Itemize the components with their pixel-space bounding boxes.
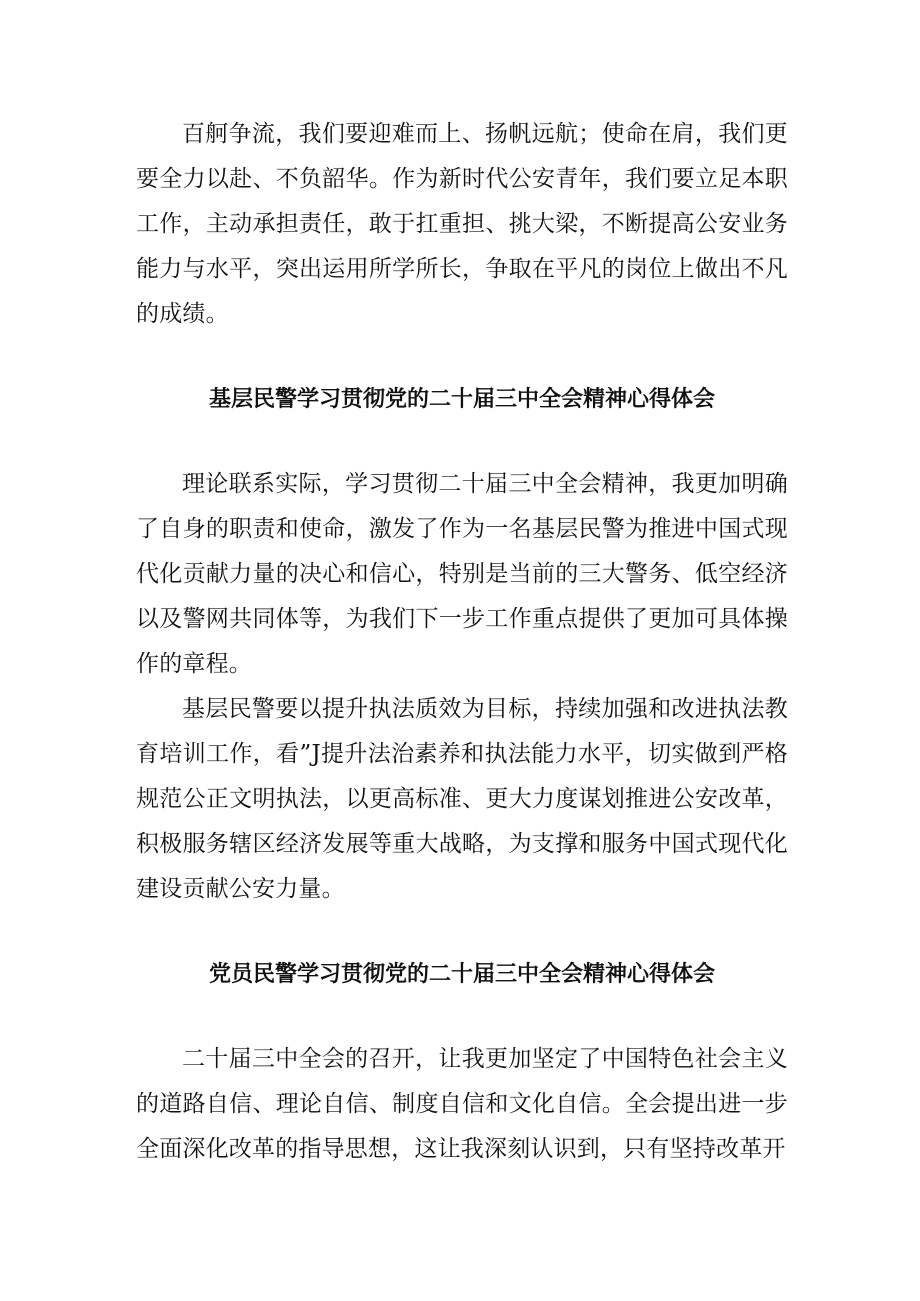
spacer [136,422,788,462]
section-title-grassroots: 基层民警学习贯彻党的二十届三中全会精神心得体会 [208,387,715,412]
spacer [136,997,788,1037]
spacer [136,912,788,952]
document-body [136,112,788,1172]
section-title-party-member: 党员民警学习贯彻党的二十届三中全会精神心得体会 [208,962,715,987]
intro-paragraph: 百舸争流，我们要迎难而上、扬帆远航；使命在肩，我们更要全力以赴、不负韶华。作为新时代公安青年，我们要立足本职工作，主动承担责任，敢于扛重担、挑大梁，不断提高公安业务能力与水平，突出运用所学所长，争取在平凡的岗位上做出不凡的成绩。 [136,121,788,327]
section-1-paragraph-2: 基层民警要以提升执法质效为目标，持续加强和改进执法教育培训工作，看”J提升法治素养和执法能力水平，切实做到严格规范公正文明执法，以更高标准、更大力度谋划推进公安改革，积极服务辖区经济发展等重大战略，为支撑和服务中国式现代化建设贡献公安力量。 [136,696,788,902]
section-2-paragraph-1: 二十届三中全会的召开，让我更加坚定了中国特色社会主义的道路自信、理论自信、制度自信和文化自信。全会提出进一步全面深化改革的指导思想，这让我深刻认识到，只有坚持改革开 [136,1046,788,1162]
section-1-paragraph-1: 理论联系实际，学习贯彻二十届三中全会精神，我更加明确了自身的职责和使命，激发了作为一名基层民警为推进中国式现代化贡献力量的决心和信心，特别是当前的三大警务、低空经济以及警网共同体等，为我们下一步工作重点提供了更加可具体操作的章程。 [136,471,788,677]
spacer [136,337,788,377]
